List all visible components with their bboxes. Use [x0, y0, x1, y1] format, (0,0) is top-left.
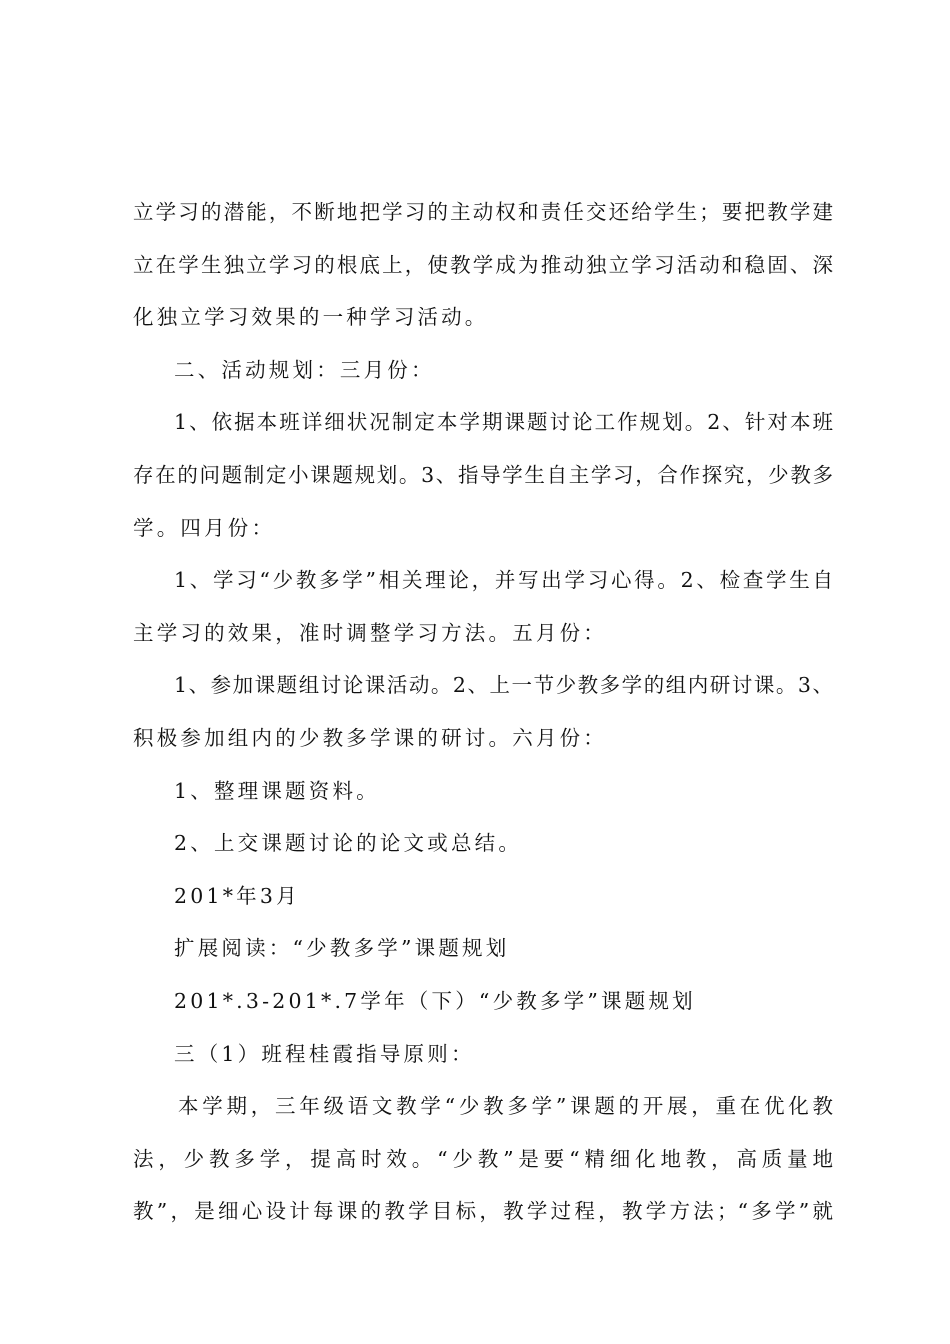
- paragraph-line: 主学习的效果，准时调整学习方法。五月份：: [133, 620, 607, 645]
- list-item: 2、上交课题讨论的论文或总结。: [174, 831, 523, 856]
- paragraph-line: 1、依据本班详细状况制定本学期课题讨论工作规划。2、针对本班: [174, 410, 833, 435]
- paragraph-line: 立在学生独立学习的根底上，使教学成为推动独立学习活动和稳固、深: [133, 252, 833, 277]
- paragraph-line: 立学习的潜能，不断地把学习的主动权和责任交还给学生；要把教学建: [133, 200, 833, 224]
- paragraph-line: 1、参加课题组讨论课活动。2、上一节少教多学的组内研讨课。3、: [174, 673, 833, 698]
- paragraph-line: 积极参加组内的少教多学课的研讨。六月份：: [133, 725, 607, 750]
- paragraph-line: 学。四月份：: [133, 515, 276, 540]
- paragraph-line: 教”，是细心设计每课的教学目标，教学过程，教学方法；“多学”就: [133, 1199, 833, 1224]
- document-body: [133, 186, 833, 1238]
- plan-title: 201*.3-201*.7学年（下）“少教多学”课题规划: [174, 988, 696, 1013]
- date-line: 201*年3月: [174, 883, 300, 908]
- section-heading: 二、活动规划：三月份：: [174, 357, 435, 382]
- class-heading: 三（1）班程桂霞指导原则：: [174, 1041, 475, 1066]
- paragraph-line: 1、学习“少教多学”相关理论，并写出学习心得。2、检查学生自: [174, 568, 833, 593]
- extended-reading-title: 扩展阅读：“少教多学”课题规划: [174, 936, 510, 961]
- list-item: 1、整理课题资料。: [174, 778, 380, 803]
- paragraph-line: 存在的问题制定小课题规划。3、指导学生自主学习，合作探究，少教多: [133, 462, 833, 487]
- paragraph-line: 法，少教多学，提高时效。“少教”是要“精细化地教，高质量地: [133, 1146, 833, 1171]
- paragraph-line: 化独立学习效果的一种学习活动。: [133, 305, 489, 330]
- paragraph-line: 本学期，三年级语文教学“少教多学”课题的开展，重在优化教: [178, 1094, 833, 1119]
